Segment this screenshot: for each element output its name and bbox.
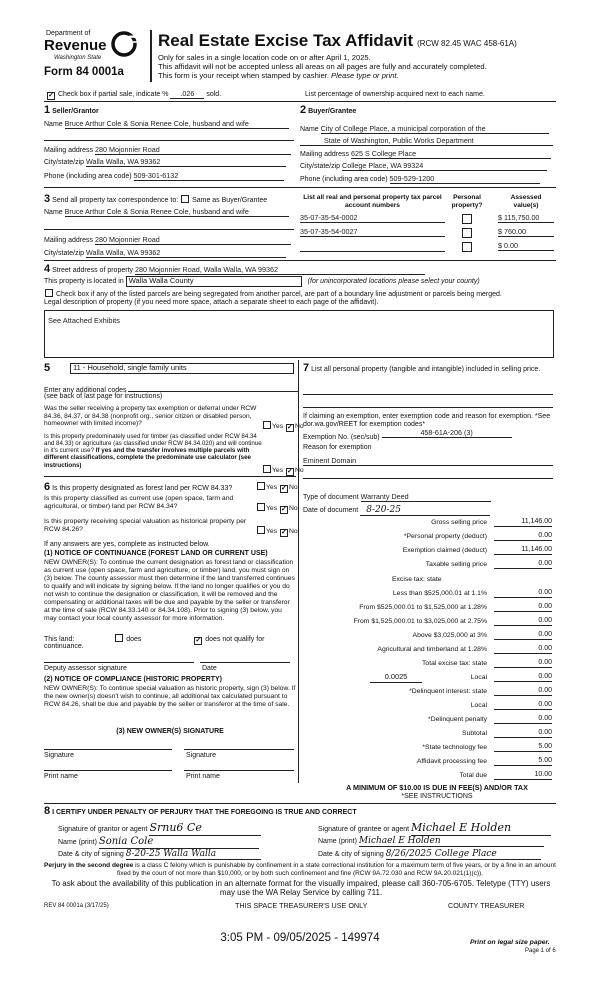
tax-local-row	[320, 674, 555, 685]
addl-codes-label: Enter any additional codes	[44, 387, 127, 394]
tax-t5-row	[320, 646, 555, 657]
tax-corr-label: Send all property tax correspondence to:	[52, 197, 179, 204]
tax-corr-city-label: City/state/zip	[44, 250, 85, 257]
buyer-phone-label: Phone (including area code)	[300, 176, 388, 183]
ownership-note: List percentage of ownership acquired next to each name.	[305, 91, 485, 98]
grantor-name-row	[58, 836, 259, 849]
seller-city-row	[44, 158, 286, 167]
sec6-n1-text: NEW OWNER(S): To continue the current designation as forest land or classification as current use (open space, farm and agriculture, or timber) land, you must sign on (3) below. The county assessor must then determine if the land transferred continues to qualify and will indicate by signing below. If the land no longer qualifies or you do not wish to continue the designation or classification, it will be removed and the compensating or additional taxes will be due and payable by the seller or transferor at the time of sale (RCW 84.33.140 or 84.34.108). Prior to signing (3) below, you may contact your local county assessor for more information.	[44, 559, 295, 622]
seller-name-row	[44, 120, 294, 129]
yes-label: Yes	[266, 505, 278, 512]
assessed-value[interactable]: $ 0.00	[498, 242, 554, 251]
does-label: does	[126, 636, 142, 643]
sec6-q3: Is this property receiving special valuation as historical property per RCW 84.26?	[44, 518, 247, 533]
sec7-line1	[303, 394, 553, 395]
no-label: No	[288, 528, 298, 535]
located-label: This property is located in	[44, 278, 124, 285]
rule-3	[44, 476, 296, 477]
sec7-text: List all personal property (tangible and intangible) included in selling price.	[311, 366, 541, 373]
legal-description-box[interactable]	[44, 310, 554, 358]
uninc-note: (for unincorporated locations please select your county)	[307, 278, 480, 285]
tax-gross-value[interactable]: 11,146.00	[494, 518, 552, 527]
tax-corr-mail-row	[44, 236, 291, 245]
no-label: No	[288, 505, 298, 512]
buyer-name-row	[300, 125, 549, 134]
column-divider	[298, 360, 299, 783]
tax-t2-row	[320, 604, 555, 615]
partial-sale-label-b: sold.	[206, 91, 222, 98]
q1-yes-checkbox[interactable]	[263, 421, 271, 429]
tax-taxable-row	[320, 561, 555, 572]
does-not-label: does not qualify for	[205, 636, 265, 643]
does-qualify-checkbox[interactable]	[115, 634, 123, 642]
see-instructions: *SEE INSTRUCTIONS	[401, 793, 473, 800]
minimum-due: A MINIMUM OF $10.00 IS DUE IN FEE(S) AND/OR TAX	[346, 783, 528, 792]
exempt-no-row	[303, 428, 512, 442]
sec7-num: 7	[303, 362, 310, 374]
grantor-sig-row	[58, 822, 261, 836]
county-treasurer: COUNTY TREASURER	[448, 901, 525, 910]
does-not-qualify-checkbox[interactable]: ✓	[195, 637, 202, 644]
new-owner-print-label1: Print name	[44, 773, 78, 780]
sec5-num: 5	[44, 362, 51, 374]
doc-type-label: Type of document	[303, 494, 359, 501]
yes-label: Yes	[266, 484, 278, 491]
sec6-n3-head: (3) NEW OWNER(S) SIGNATURE	[116, 728, 224, 735]
buyer-city[interactable]: College Place, WA 99324	[342, 162, 547, 171]
tax-taxable-label: Taxable selling price	[425, 561, 487, 568]
seller-phone-label: Phone (including area code)	[44, 173, 132, 180]
buyer-num: 2	[300, 104, 307, 116]
deputy-date-label: Date	[202, 665, 217, 672]
buyer-mail-label: Mailing address	[300, 151, 350, 158]
tax-interest-state-row	[320, 688, 555, 699]
header-sub2: This affidavit will not be accepted unless all areas on all pages are fully and accurately completed.	[158, 62, 487, 71]
sec5-q1: Was the seller receiving a property tax exemption or deferral under RCW 84.36, 84.37, or 84.38 (nonprofit org., senior citizen or disabled person, homeowner with limited income)?	[44, 405, 257, 428]
yes-label: Yes	[266, 528, 278, 535]
tax-total-state-value[interactable]: 0.00	[494, 659, 552, 668]
seller-name[interactable]: Bruce Arthur Cole & Sonia Renee Cole, husband and wife	[65, 120, 289, 129]
seller-city-label: City/state/zip	[44, 159, 85, 166]
grantee-sig-label: Signature of grantee or agent	[318, 826, 410, 833]
grantee-date[interactable]: 8/26/2025 College Place	[386, 849, 541, 860]
tax-t5-label: Agricultural and timberland at 1.28%	[377, 646, 487, 653]
rule-4	[44, 803, 556, 804]
seller-heading	[44, 104, 99, 117]
sec6-n2-text: NEW OWNER(S): To continue special valuation as historic property, sign (3) below. If the new owner(s) doesn't wish to continue, all additional tax calculated pursuant to RCW 84.26, shall be due and payable by the seller or transferor at the time of sale.	[44, 685, 296, 708]
form-title-rcw: (RCW 82.45 WAC 458-61A)	[417, 39, 517, 48]
tax-total-due-row	[320, 772, 555, 783]
tax-subtotal-row	[320, 730, 555, 741]
sec6-note: If any answers are yes, complete as instructed below.	[44, 541, 210, 548]
tax-corr-name-line2	[44, 229, 294, 230]
tax-corr-same: Same as Buyer/Grantee	[192, 197, 268, 204]
parcels-col1: List all real and personal property tax parcel account numbers	[303, 194, 442, 209]
tax-corr-name[interactable]: Bruce Arthur Cole & Sonia Renee Cole, husband and wife	[65, 208, 289, 217]
sec5-q2	[44, 433, 262, 469]
historic-yes-checkbox[interactable]	[257, 526, 265, 534]
doc-type-row	[303, 493, 491, 502]
tax-corr-city[interactable]: Walla Walla, WA 99362	[86, 249, 286, 258]
parcel-row	[300, 228, 556, 239]
grantee-name-row	[318, 836, 544, 847]
parcel-number[interactable]	[300, 242, 445, 252]
doc-date-label: Date of document	[303, 507, 359, 514]
page-number: Page 1 of 6	[525, 948, 556, 954]
tax-penalty-row	[320, 716, 555, 727]
tax-total-due-label: Total due	[459, 772, 487, 779]
grantee-sig-row	[318, 822, 551, 836]
grantor-date-row	[58, 849, 261, 860]
tax-tech-value[interactable]: 5.00	[494, 743, 552, 752]
partial-sale-row	[46, 90, 221, 100]
tax-t1-label: Less than $525,000.01 at 1.1%	[392, 590, 487, 597]
tax-t3-value[interactable]: 0.00	[494, 617, 552, 626]
sec6-n1-head: (1) NOTICE OF CONTINUANCE (FOREST LAND OR CURRENT USE)	[44, 550, 268, 557]
excise-state-head: Excise tax: state	[392, 576, 442, 583]
grantee-date-label: Date & city of signing	[318, 851, 384, 858]
sec5-q2b: If yes and the transfer involves multiple parcels with different classifications, complete the predominate use calculator (see instructions)	[44, 447, 252, 469]
street-num: 4	[44, 263, 51, 275]
tax-local-label: Local	[470, 674, 487, 681]
tax-interest-local-label: Local	[470, 702, 487, 709]
tax-t4-label: Above $3,025,000 at 3%	[412, 632, 487, 639]
sec6-q2-answers	[256, 503, 298, 514]
deputy-sig-label: Deputy assessor signature	[44, 665, 127, 672]
legal-description-text: See Attached Exhibits	[48, 316, 120, 325]
tax-t4-row	[320, 632, 555, 643]
header-sub1: Only for sales in a single location code on or after April 1, 2025.	[158, 53, 371, 62]
tax-t3-label: From $1,525,000.01 to $3,025,000 at 2.75%	[353, 618, 487, 625]
county-select[interactable]: Walla Walla County	[126, 276, 302, 287]
legal-size-note: Print on legal size paper.	[470, 939, 550, 946]
perjury-text: is a class C felony which is punishable by confinement in a state correctional institution for a maximum term of five years, or by a fine in an amount fixed by the court of not more than $10,000, or by both such confinement and fine (RCW 9A.72.030 and RCW 9A.20.021(1)(c)).	[116, 862, 556, 877]
seller-mail-label: Mailing address	[44, 147, 94, 154]
deputy-date-line	[200, 662, 290, 663]
partial-sale-checkbox[interactable]: ✓	[48, 92, 54, 99]
tax-corr-mail-label: Mailing address	[44, 237, 94, 244]
no-label: No	[288, 484, 298, 491]
header-sub3	[158, 72, 399, 81]
tax-local-value[interactable]: 0.00	[494, 673, 552, 682]
addl-codes-input[interactable]	[128, 384, 298, 392]
parcels-col3: Assessed value(s)	[510, 194, 542, 209]
tax-taxable-value[interactable]: 0.00	[494, 560, 552, 569]
cashier-stamp: 3:05 PM - 09/05/2025 - 149974	[220, 932, 380, 944]
tax-personal-row	[320, 533, 555, 544]
header-sub3a: This form is your receipt when stamped by cashier.	[158, 71, 332, 80]
street-label: Street address of property	[52, 267, 134, 274]
seller-name-line2	[44, 140, 294, 141]
buyer-name-label: Name	[300, 126, 319, 133]
tax-exempt-value[interactable]: 11,146.00	[494, 546, 552, 555]
sec6-q1: Is this property designated as forest land per RCW 84.33?	[52, 485, 233, 492]
continuance-label: continuance.	[44, 643, 84, 650]
tax-interest-state-value[interactable]: 0.00	[494, 687, 552, 696]
dept-line1: Department of	[46, 30, 91, 37]
exempt-intro: If claiming an exemption, enter exemption code and reason for exemption. *See dor.wa.gov/REET for exemption codes*	[303, 413, 551, 429]
tax-subtotal-label: Subtotal	[462, 730, 487, 737]
segregated-row	[44, 289, 502, 299]
tax-interest-local-row	[320, 702, 555, 713]
tax-subtotal-value[interactable]: 0.00	[494, 729, 552, 738]
tax-interest-local-value[interactable]: 0.00	[494, 701, 552, 710]
tax-total-state-label: Total excise tax: state	[422, 660, 487, 667]
tax-exempt-label: Exemption claimed (deduct)	[402, 547, 487, 554]
seller-name-label: Name	[44, 121, 63, 128]
new-owner-print-line2	[184, 770, 294, 771]
seller-num: 1	[44, 104, 51, 116]
land-use-code-select[interactable]: 11 - Household, single family units	[70, 363, 294, 374]
located-row	[44, 276, 480, 287]
tax-corr-num: 3	[44, 193, 51, 205]
perjury-notice	[40, 862, 560, 878]
tax-processing-value[interactable]: 5.00	[494, 757, 552, 766]
personal-property-checkbox[interactable]	[462, 228, 472, 238]
buyer-mail[interactable]: 625 S College Place	[351, 150, 551, 159]
treasurer-use-only: THIS SPACE TREASURER'S USE ONLY	[235, 901, 368, 910]
tax-total-state-row	[320, 660, 555, 671]
tax-penalty-label: *Delinquent penalty	[428, 716, 487, 723]
grantee-signature[interactable]: Michael E Holden	[411, 822, 551, 836]
sec5-q2a: Is this property predominately used for timber (as classified under RCW 84.34 and 84.33) or agriculture (as classified under RCW 84.34.020) and will continue in it's current use?	[44, 433, 262, 455]
street-row	[44, 263, 425, 276]
new-owner-sig-label1: Signature	[44, 752, 74, 759]
tax-t5-value[interactable]: 0.00	[494, 645, 552, 654]
tax-total-due-value[interactable]: 10.00	[494, 771, 552, 780]
forest-no-checkbox[interactable]: ✓	[281, 485, 287, 492]
this-land-label: This land:	[44, 636, 75, 643]
q1-no-checkbox[interactable]: ✓	[287, 424, 293, 431]
yes-label: Yes	[272, 467, 284, 474]
tax-t1-row	[320, 590, 555, 601]
buyer-mail-row	[300, 150, 551, 159]
grantor-name-label: Name (print)	[58, 839, 97, 846]
rule-top	[44, 101, 556, 102]
addl-codes-note: (see back of last page for instructions)	[44, 393, 163, 400]
no-label: No	[294, 467, 304, 474]
tax-corr-city-row	[44, 249, 286, 258]
tax-processing-label: Affidavit processing fee	[416, 758, 487, 765]
tax-t2-label: From $525,000.01 to $1,525,000 at 1.28%	[359, 604, 487, 611]
tax-gross-label: Gross selling price	[431, 519, 487, 526]
tax-t4-value[interactable]: 0.00	[494, 631, 552, 640]
partial-sale-value[interactable]: .026	[170, 90, 204, 99]
rule-2	[44, 260, 556, 261]
new-owner-sig-line2	[184, 749, 294, 750]
grantor-date-label: Date & city of signing	[58, 851, 124, 858]
tax-tech-row	[320, 744, 555, 755]
buyer-phone[interactable]: 509-529-1200	[390, 175, 540, 184]
tax-gross-row	[320, 519, 555, 530]
sec6-q3-answers	[256, 526, 298, 537]
buyer-phone-row	[300, 175, 540, 184]
segregated-checkbox[interactable]	[45, 289, 53, 297]
tax-t1-value[interactable]: 0.00	[494, 589, 552, 598]
seller-title: Seller/Grantor	[52, 108, 99, 115]
seller-mail-row	[44, 146, 291, 155]
tax-corr-mail[interactable]: 280 Mojonnier Road	[95, 236, 291, 245]
grantor-sig-label: Signature of grantor or agent	[58, 826, 148, 833]
new-owner-sig-line1	[44, 749, 172, 750]
new-owner-sig-label2: Signature	[186, 752, 216, 759]
assessed-value[interactable]: $ 760.00	[498, 228, 554, 237]
tax-tech-label: *State technology fee	[422, 744, 487, 751]
local-rate-value[interactable]: 0.0025	[370, 673, 422, 683]
sec6-n2-head: (2) NOTICE OF COMPLIANCE (HISTORIC PROPERTY)	[44, 676, 222, 683]
sec8-title: I CERTIFY UNDER PENALTY OF PERJURY THAT THE FOREGOING IS TRUE AND CORRECT	[52, 809, 357, 816]
legal-label: Legal description of property (if you need more space, attach a separate sheet to each page of the affidavit).	[44, 299, 379, 306]
parcel-number[interactable]: 35-07-35-54-0002	[300, 214, 445, 223]
seller-phone[interactable]: 509-301-6132	[134, 172, 284, 181]
buyer-name1[interactable]: City of College Place, a municipal corporation of the	[321, 125, 549, 134]
dept-line2: Revenue	[44, 37, 107, 54]
doc-type[interactable]: Warranty Deed	[361, 493, 491, 502]
grantee-name[interactable]: Michael E Holden	[359, 836, 544, 847]
segregated-label: Check box if any of the listed parcels are being segregated from another parcel, are part of a boundary line adjustment or parcels being merged.	[55, 291, 502, 298]
buyer-heading	[300, 104, 356, 117]
tax-penalty-value[interactable]: 0.00	[494, 715, 552, 724]
tax-exempt-row	[320, 547, 555, 558]
buyer-name2[interactable]: State of Washington, Public Works Department	[300, 137, 553, 146]
form-title-text: Real Estate Excise Tax Affidavit	[158, 31, 414, 50]
rule-1	[44, 187, 556, 188]
tax-corr-name-row	[44, 208, 289, 217]
sec8-heading	[44, 805, 357, 818]
form-number: Form 84 0001a	[44, 66, 124, 78]
grantee-name-label: Name (print)	[318, 838, 357, 845]
tax-processing-row	[320, 758, 555, 769]
yes-label: Yes	[272, 423, 284, 430]
sec6-q2: Is this property classified as current use (open space, farm and agricultural, or timber) land per RCW 84.34?	[44, 495, 234, 510]
q2-yes-checkbox[interactable]	[263, 465, 271, 473]
doc-date[interactable]: 8-20-25	[360, 505, 490, 516]
personal-property-checkbox[interactable]	[462, 242, 472, 252]
alt-format-notice: To ask about the availability of this publication in an alternate format for the visually impaired, please call 360-705-6705. Teletype (TTY) users may use the WA Relay Service by calling 711.	[51, 879, 551, 897]
grantor-date[interactable]: 8-20-25 Walla Walla	[126, 849, 261, 860]
tax-t2-value[interactable]: 0.00	[494, 603, 552, 612]
tax-interest-state-label: *Delinquent interest: state	[409, 688, 487, 695]
parcels-col2: Personal property?	[451, 194, 483, 209]
doc-date-row	[303, 505, 490, 516]
dept-line3: Washington State	[54, 55, 102, 61]
buyer-city-row	[300, 162, 547, 171]
current-use-no-checkbox[interactable]: ✓	[281, 506, 287, 513]
new-owner-print-line1	[44, 770, 172, 771]
reason-value[interactable]: Eminent Domain	[303, 457, 553, 466]
seller-city[interactable]: Walla Walla, WA 99362	[86, 158, 286, 167]
header-sub3b: Please type or print.	[331, 71, 399, 80]
grantor-signature[interactable]: Srnu6 Ce	[149, 822, 261, 836]
seller-mail[interactable]: 280 Mojonnier Road	[95, 146, 291, 155]
sec7-line2	[303, 407, 553, 408]
current-use-yes-checkbox[interactable]	[257, 503, 265, 511]
sec8-num: 8	[44, 805, 51, 817]
partial-sale-label-a: Check box if partial sale, indicate %	[57, 91, 169, 98]
sec6-q1-answers	[256, 482, 298, 493]
deputy-sig-line	[44, 662, 194, 663]
forest-yes-checkbox[interactable]	[257, 482, 265, 490]
personal-property-checkbox[interactable]	[462, 214, 472, 224]
tax-personal-value[interactable]: 0.00	[494, 532, 552, 541]
parcel-number[interactable]: 35-07-35-54-0027	[300, 228, 445, 237]
new-owner-print-label2: Print name	[186, 773, 220, 780]
historic-no-checkbox[interactable]: ✓	[281, 529, 287, 536]
buyer-title: Buyer/Grantee	[308, 108, 357, 115]
same-as-buyer-checkbox[interactable]	[181, 195, 189, 203]
q2-no-checkbox[interactable]: ✓	[287, 468, 293, 475]
form-title	[158, 31, 517, 51]
revenue-swirl-logo-icon	[110, 31, 140, 57]
exempt-no[interactable]: 458-61A-206 (3)	[382, 429, 512, 438]
header-divider	[150, 30, 152, 82]
parcel-row	[300, 214, 556, 225]
reason-line2	[303, 478, 553, 479]
buyer-city-label: City/state/zip	[300, 163, 341, 170]
reason-label: Reason for exemption	[303, 444, 372, 451]
rev-number: REV 84 0001a (3/17/25)	[44, 903, 109, 909]
street-address[interactable]: 280 Mojonnier Road, Walla Walla, WA 99362	[135, 266, 425, 275]
grantee-date-row	[318, 849, 541, 860]
seller-phone-row	[44, 172, 284, 181]
sec7-row	[303, 362, 553, 375]
parcel-row	[300, 242, 556, 253]
exempt-no-label: Exemption No. (sec/sub)	[303, 434, 380, 441]
no-label: No	[294, 423, 304, 430]
assessed-value[interactable]: $ 115,750.00	[498, 214, 554, 223]
tax-corr-row	[44, 193, 267, 206]
tax-t3-row	[320, 618, 555, 629]
perjury-bold: Perjury in the second degree	[44, 862, 134, 869]
tax-corr-name-label: Name	[44, 209, 63, 216]
tax-personal-label: *Personal property (deduct)	[403, 533, 487, 540]
sec6-num: 6	[44, 481, 51, 493]
grantor-name[interactable]: Sonia Cole	[99, 836, 259, 849]
